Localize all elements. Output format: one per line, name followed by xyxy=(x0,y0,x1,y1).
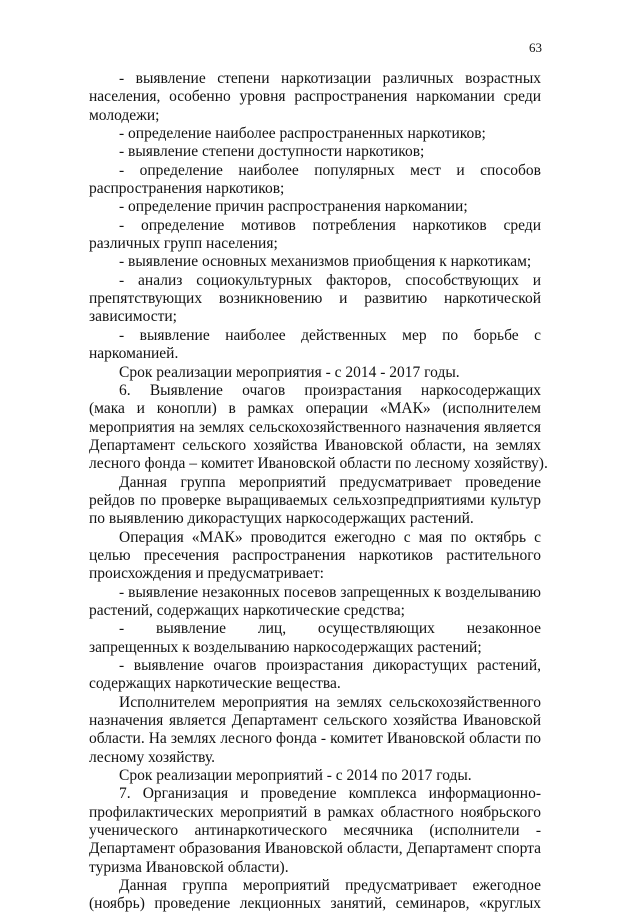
text-line: рейдов по проверке выращиваемых сельхозпредприятиями культур xyxy=(89,491,541,509)
text-line: происхождения и предусматривает: xyxy=(89,565,324,583)
text-line: - выявление степени наркотизации различных возрастных xyxy=(119,70,541,87)
text-line: молодежи; xyxy=(89,106,160,124)
text-line: - выявление основных механизмов приобщения к наркотикам; xyxy=(119,253,532,271)
text-line: туризма Ивановской области). xyxy=(89,858,289,876)
text-line: Данная группа мероприятий предусматривает ежегодное xyxy=(119,877,541,895)
text-line: - определение причин распространения наркомании; xyxy=(119,198,468,216)
text-line: лесного фонда – комитет Ивановской области по лесному хозяйству). xyxy=(89,455,548,473)
text-line: различных групп населения; xyxy=(89,235,278,253)
text-line: Данная группа мероприятий предусматривает проведение xyxy=(119,473,541,491)
text-line: - определение наиболее популярных мест и способов xyxy=(119,161,541,179)
text-line: профилактических мероприятий в рамках областного ноябрьского xyxy=(89,803,541,821)
text-line: лесному хозяйству. xyxy=(89,748,216,766)
text-line: Департамент сельского хозяйства Ивановской области, на землях xyxy=(89,436,541,454)
text-line: растений, содержащих наркотические средства; xyxy=(89,601,405,619)
text-line: наркоманией. xyxy=(89,345,179,363)
text-line: по выявлению дикорастущих наркосодержащих растений. xyxy=(89,510,474,528)
text-line: Операция «МАК» проводится ежегодно с мая по октябрь с xyxy=(119,528,541,546)
text-line: запрещенных к возделыванию наркосодержащих растений; xyxy=(89,638,482,656)
text-line: распространения наркотиков; xyxy=(89,180,285,198)
text-line: - выявление степени доступности наркотиков; xyxy=(119,143,425,161)
text-line: - определение наиболее распространенных наркотиков; xyxy=(119,125,486,143)
text-line: - выявление лиц, осуществляющих незаконное xyxy=(119,620,541,638)
text-line: мероприятия на землях сельскохозяйственного назначения является xyxy=(89,418,541,436)
text-line: - выявление незаконных посевов запрещенных к возделыванию xyxy=(119,583,541,601)
text-line: целью пресечения распространения наркотиков растительного xyxy=(89,546,541,564)
text-line: назначения является Департамент сельского хозяйства Ивановской xyxy=(89,712,541,730)
text-line: 6. Выявление очагов произрастания наркосодержащих xyxy=(119,381,541,399)
text-line: (ноябрь) проведение лекционных занятий, семинаров, «круглых xyxy=(89,895,541,913)
text-line: содержащих наркотические вещества. xyxy=(89,675,341,693)
text-line: Департамент образования Ивановской области, Департамент спорта xyxy=(89,840,541,858)
document-body xyxy=(89,70,548,914)
text-line: Срок реализации мероприятий - с 2014 по 2017 годы. xyxy=(119,767,472,785)
text-line: Исполнителем мероприятия на землях сельскохозяйственного xyxy=(119,693,541,711)
text-line: препятствующих возникновению и развитию наркотической xyxy=(89,290,541,308)
text-line: - определение мотивов потребления наркотиков среди xyxy=(119,216,541,234)
text-line: (мака и конопли) в рамках операции «МАК» (исполнителем xyxy=(89,400,541,418)
page-number: 63 xyxy=(529,40,542,55)
text-line: населения, особенно уровня распространения наркомании среди xyxy=(89,88,541,106)
text-line: - анализ социокультурных факторов, способствующих и xyxy=(119,271,541,289)
text-line: - выявление наиболее действенных мер по борьбе с xyxy=(119,326,541,344)
text-line: Срок реализации мероприятия - с 2014 - 2017 годы. xyxy=(119,363,460,381)
text-line: - выявление очагов произрастания дикорастущих растений, xyxy=(119,657,541,674)
text-line: зависимости; xyxy=(89,308,177,326)
text-line: 7. Организация и проведение комплекса информационно- xyxy=(119,785,541,803)
text-line: области. На землях лесного фонда - комитет Ивановской области по xyxy=(89,730,541,748)
text-line: ученического антинаркотического месячника (исполнители - xyxy=(89,822,541,840)
